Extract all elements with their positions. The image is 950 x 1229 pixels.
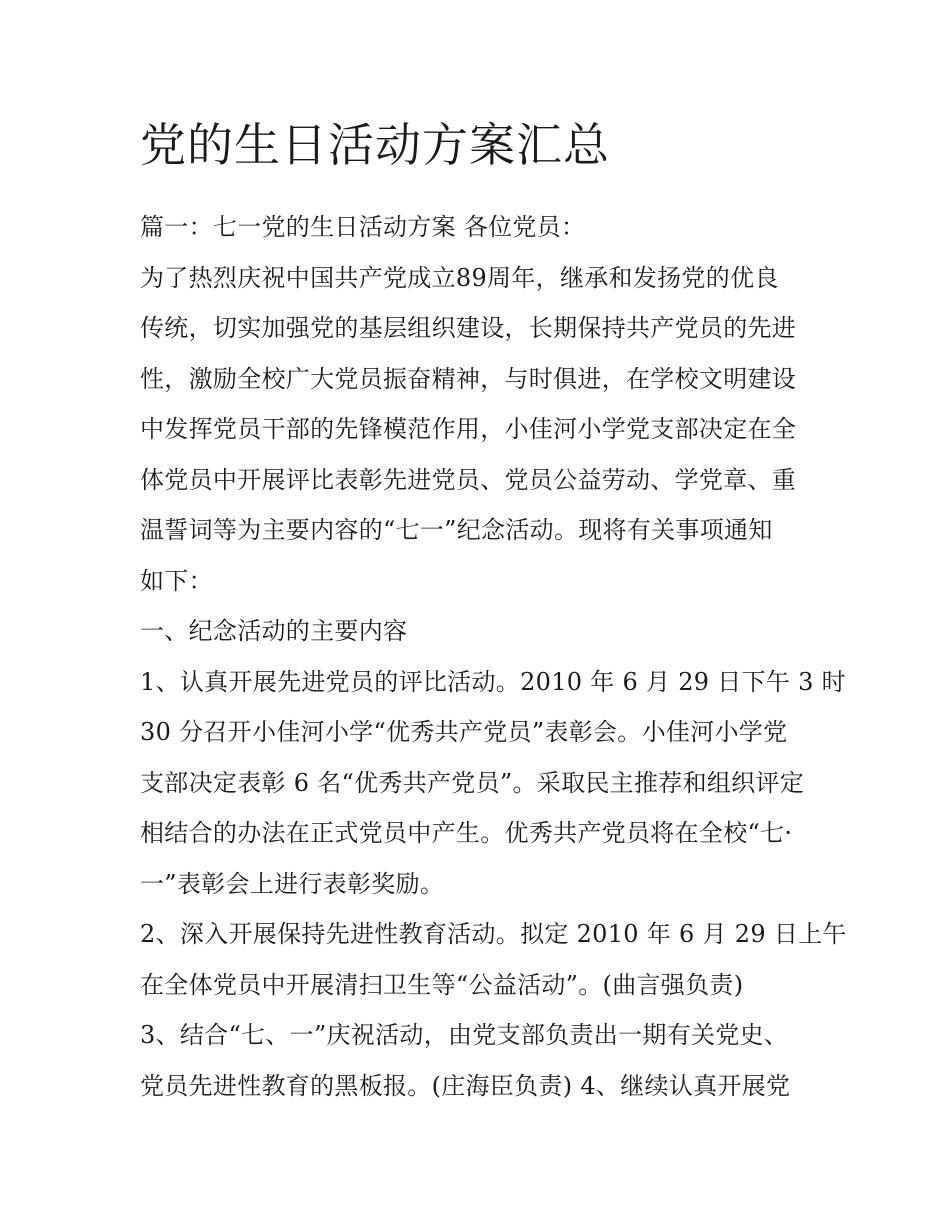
text-line: 1、认真开展先进党员的评比活动。2010 年 6 月 29 日下午 3 时 [140,667,846,696]
document-page [140,110,847,1111]
text-line: 体党员中开展评比表彰先进党员、党员公益劳动、学党章、重 [140,465,797,494]
text-line: 一”表彰会上进行表彰奖励。 [140,869,445,898]
document-title: 党的生日活动方案汇总 [140,118,610,172]
text-line: 30 分召开小佳河小学“优秀共产党员”表彰会。小佳河小学党 [140,718,788,746]
text-line: 中发挥党员干部的先锋模范作用，小佳河小学党支部决定在全 [140,415,797,443]
text-line: 3、结合“七、一”庆祝活动，由党支部负责出一期有关党史、 [140,1021,789,1049]
text-line: 在全体党员中开展清扫卫生等“公益活动”。(曲言强负责) [140,970,744,999]
text-line: 篇一：七一党的生日活动方案 各位党员： [140,213,586,241]
text-line: 相结合的办法在正式党员中产生。优秀共产党员将在全校“七· [140,819,793,847]
text-line: 2、深入开展保持先进性教育活动。拟定 2010 年 6 月 29 日上午 [140,920,847,948]
document-body [140,202,847,1111]
text-line: 传统，切实加强党的基层组织建设，长期保持共产党员的先进 [140,314,797,342]
text-line: 温誓词等为主要内容的“七一”纪念活动。现将有关事项通知 [140,516,773,544]
text-line: 性，激励全校广大党员振奋精神，与时俱进，在学校文明建设 [140,364,797,393]
text-line: 支部决定表彰 6 名“优秀共产党员”。采取民主推荐和组织评定 [140,768,805,797]
text-line: 为了热烈庆祝中国共产党成立89周年，继承和发扬党的优良 [140,263,779,292]
section-heading: 一、纪念活动的主要内容 [140,617,408,645]
text-line: 如下： [140,566,213,595]
text-line: 党员先进性教育的黑板报。(庄海臣负责) 4、继续认真开展党 [140,1071,791,1100]
